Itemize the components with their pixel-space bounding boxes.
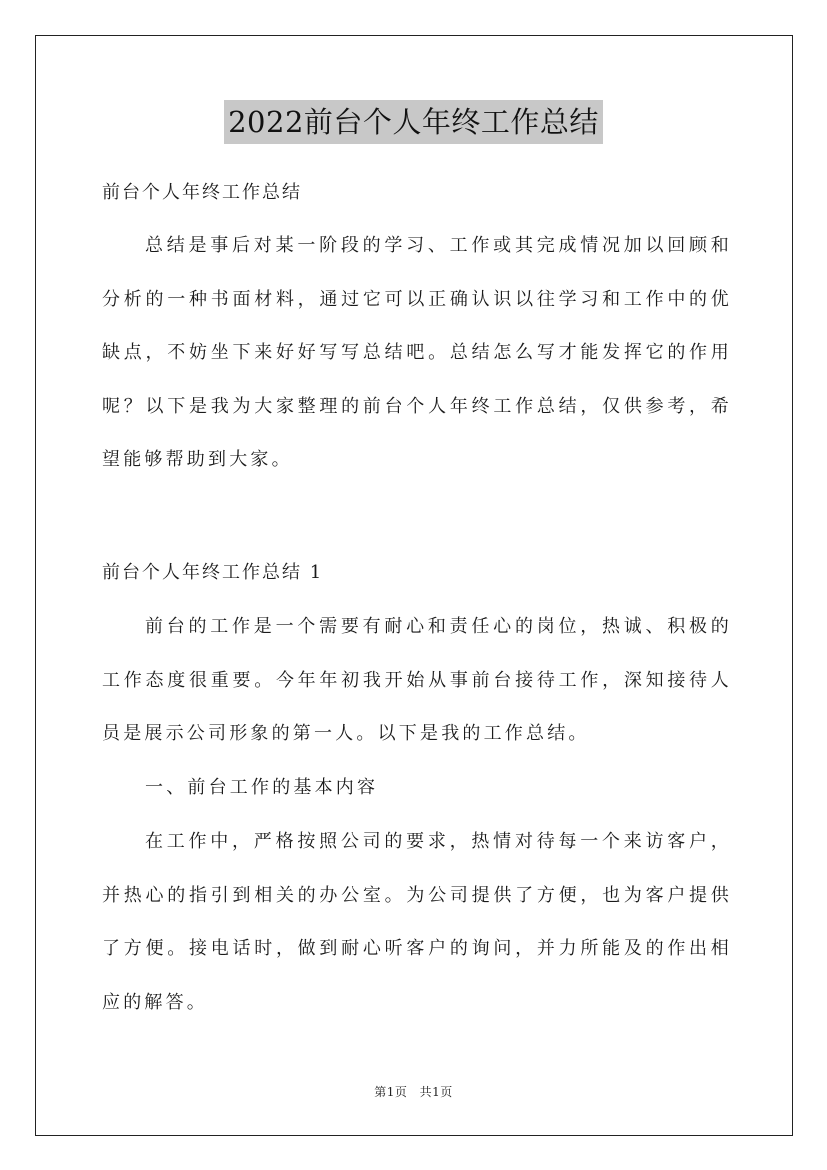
section-heading: 前台个人年终工作总结 1 [102, 562, 324, 583]
page-footer [0, 1083, 827, 1100]
item-heading: 一、前台工作的基本内容 [145, 777, 379, 798]
page-number: 第1页 [374, 1085, 408, 1099]
title-container [0, 100, 827, 144]
document-subtitle: 前台个人年终工作总结 [102, 182, 302, 203]
section-paragraph: 前台的工作是一个需要有耐心和责任心的岗位，热诚、积极的工作态度很重要。今年年初我开始从事前台接待工作，深知接待人员是展示公司形象的第一人。以下是我的工作总结。 [102, 616, 732, 744]
item-paragraph: 在工作中，严格按照公司的要求，热情对待每一个来访客户，并热心的指引到相关的办公室。为公司提供了方便，也为客户提供了方便。接电话时，做到耐心听客户的询问，并力所能及的作出相应的解答。 [102, 831, 732, 1013]
intro-paragraph: 总结是事后对某一阶段的学习、工作或其完成情况加以回顾和分析的一种书面材料，通过它可以正确认识以往学习和工作中的优缺点，不妨坐下来好好写写总结吧。总结怎么写才能发挥它的作用呢？以下是我为大家整理的前台个人年终工作总结，仅供参考，希望能够帮助到大家。 [102, 235, 732, 470]
document-title: 2022前台个人年终工作总结 [224, 100, 603, 144]
page-total: 共1页 [419, 1085, 453, 1099]
